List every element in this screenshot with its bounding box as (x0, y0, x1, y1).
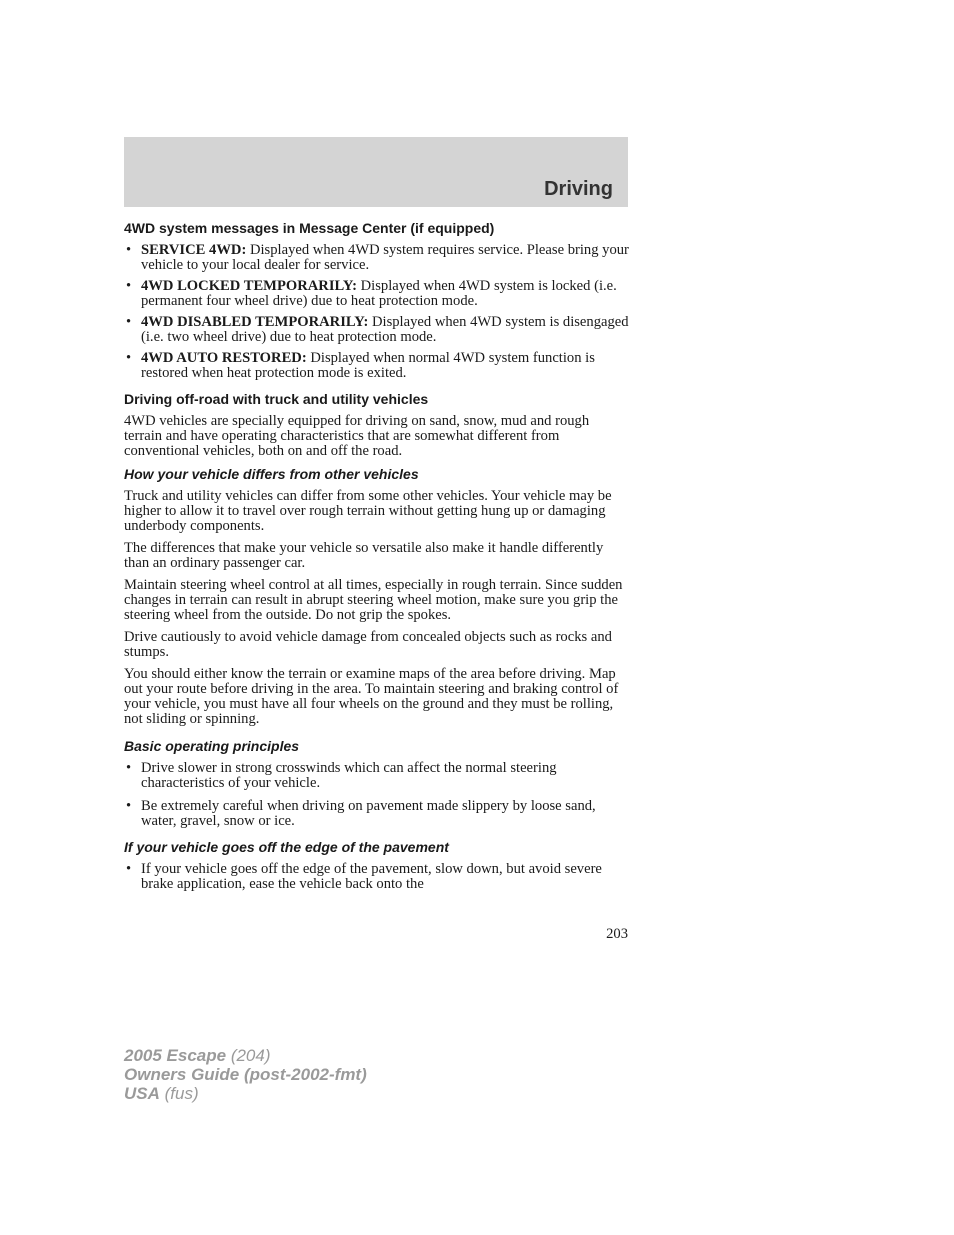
message-term: 4WD LOCKED TEMPORARILY: (141, 278, 357, 294)
paragraph: The differences that make your vehicle so versatile also make it handle differently than an ordinary passenger car. (124, 540, 604, 571)
list-item (124, 279, 630, 309)
bullet-icon: • (126, 242, 132, 258)
message-term: 4WD DISABLED TEMPORARILY: (141, 314, 369, 330)
message-list (124, 243, 630, 381)
list-item (124, 799, 630, 829)
bullet-icon: • (126, 350, 132, 366)
footer-line-market (124, 1084, 367, 1103)
bullet-icon: • (126, 861, 132, 877)
bullet-icon: • (126, 760, 132, 776)
heading-vehicle-differs: How your vehicle differs from other vehicles (124, 466, 419, 482)
list-item-text: Be extremely careful when driving on pavement made slippery by loose sand, water, gravel, snow or ice. (141, 798, 596, 829)
page-number: 203 (606, 926, 628, 942)
heading-basic-principles: Basic operating principles (124, 738, 300, 754)
footer-market: USA (124, 1084, 160, 1103)
footer-line-model (124, 1046, 367, 1065)
paragraph: Maintain steering wheel control at all times, especially in rough terrain. Since sudden changes in terrain can result in abrupt steering wheel motion, make sure you grip the steering wheel from the outside. Do not grip the spokes. (124, 577, 623, 623)
paragraph: Truck and utility vehicles can differ from some other vehicles. Your vehicle may be higher to allow it to travel over rough terrain without getting hung up or damaging underbody components. (124, 488, 612, 534)
page-content (124, 220, 630, 902)
bullet-icon: • (126, 314, 132, 330)
list-item (124, 862, 630, 892)
message-text: Displayed when 4WD system is disengaged (i.e. two wheel drive) due to heat protection mode. (141, 314, 629, 345)
bullet-icon: • (126, 278, 132, 294)
section-header-band (124, 137, 628, 207)
message-text: Displayed when 4WD system requires service. Please bring your vehicle to your local dealer for service. (141, 242, 629, 273)
list-item (124, 243, 630, 273)
list-item-text: If your vehicle goes off the edge of the pavement, slow down, but avoid severe brake application, ease the vehicle back onto the (141, 861, 602, 892)
bullet-icon: • (126, 798, 132, 814)
list-item (124, 315, 630, 345)
list-item (124, 761, 630, 791)
footer-guide: Owners Guide (post-2002-fmt) (124, 1065, 367, 1084)
list-item (124, 351, 630, 381)
message-text: Displayed when 4WD system is locked (i.e. permanent four wheel drive) due to heat protection mode. (141, 278, 617, 309)
section-title: Driving (544, 178, 613, 200)
message-term: 4WD AUTO RESTORED: (141, 350, 307, 366)
heading-off-pavement: If your vehicle goes off the edge of the pavement (124, 839, 449, 855)
footer-model: 2005 Escape (124, 1046, 227, 1065)
off-pavement-list (124, 862, 630, 892)
heading-4wd-messages: 4WD system messages in Message Center (if equipped) (124, 220, 495, 236)
heading-off-road: Driving off-road with truck and utility vehicles (124, 391, 429, 407)
paragraph: Drive cautiously to avoid vehicle damage from concealed objects such as rocks and stumps. (124, 629, 612, 660)
footer-line-guide (124, 1065, 367, 1084)
paragraph: You should either know the terrain or examine maps of the area before driving. Map out your route before driving in the area. To maintain steering and braking control of your vehicle, you must have all four wheels on the ground and they must be rolling, not sliding or spinning. (124, 666, 619, 727)
footer-model-code: (204) (226, 1046, 271, 1065)
footer-market-code: (fus) (159, 1084, 199, 1103)
message-text: Displayed when normal 4WD system function is restored when heat protection mode is exited. (141, 350, 595, 381)
message-term: SERVICE 4WD: (141, 242, 247, 258)
principles-list (124, 761, 630, 829)
paragraph: 4WD vehicles are specially equipped for driving on sand, snow, mud and rough terrain and have operating characteristics that are somewhat different from conventional vehicles, both on and off the road. (124, 413, 590, 459)
document-footer (124, 1046, 367, 1103)
list-item-text: Drive slower in strong crosswinds which can affect the normal steering characteristics of your vehicle. (141, 760, 557, 791)
